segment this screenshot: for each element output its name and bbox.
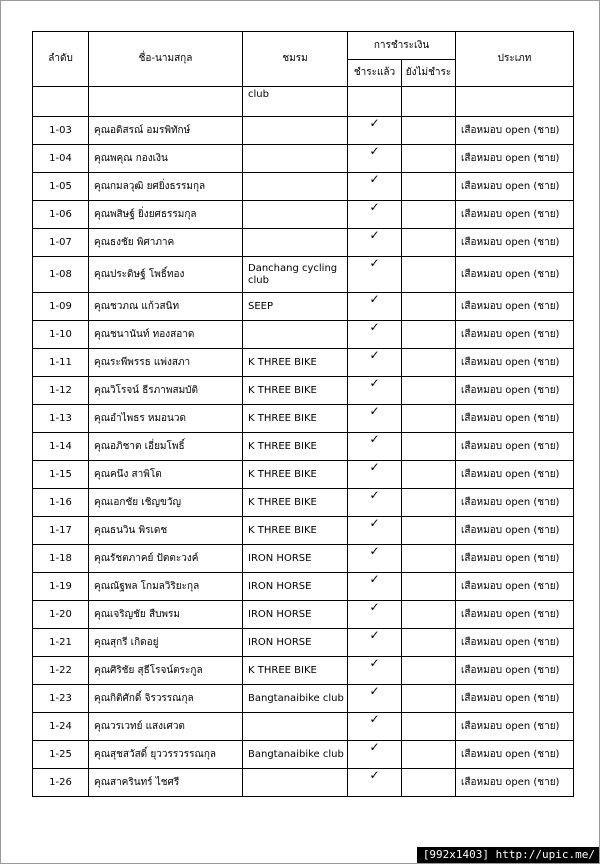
category-cell: เสือหมอบ open (ชาย) bbox=[456, 377, 574, 405]
club-cell bbox=[243, 201, 348, 229]
unpaid-cell bbox=[402, 117, 456, 145]
paid-cell: ✓ bbox=[348, 601, 402, 629]
paid-cell: ✓ bbox=[348, 685, 402, 713]
table-row bbox=[33, 145, 574, 173]
category-cell: เสือหมอบ open (ชาย) bbox=[456, 545, 574, 573]
row-number-cell: 1-15 bbox=[33, 461, 89, 489]
category-cell: เสือหมอบ open (ชาย) bbox=[456, 601, 574, 629]
category-cell: เสือหมอบ open (ชาย) bbox=[456, 293, 574, 321]
participant-name-cell: คุณสุกรี เกิดอยู่ bbox=[89, 629, 243, 657]
participant-name-cell: คุณณัฐพล โกมลวิริยะกุล bbox=[89, 573, 243, 601]
club-cell: K THREE BIKE bbox=[243, 433, 348, 461]
carryover-type-cell bbox=[456, 87, 574, 117]
paid-cell: ✓ bbox=[348, 321, 402, 349]
row-number-cell: 1-21 bbox=[33, 629, 89, 657]
table-row bbox=[33, 769, 574, 797]
club-cell: IRON HORSE bbox=[243, 545, 348, 573]
unpaid-cell bbox=[402, 201, 456, 229]
table-row bbox=[33, 545, 574, 573]
header-type: ประเภท bbox=[456, 32, 574, 87]
club-cell: Danchang cycling club bbox=[243, 257, 348, 293]
unpaid-cell bbox=[402, 461, 456, 489]
carryover-no-cell bbox=[33, 87, 89, 117]
paid-cell: ✓ bbox=[348, 517, 402, 545]
participant-name-cell: คุณพสิษฐ์ ยิ่งยศธรรมกุล bbox=[89, 201, 243, 229]
carryover-club-cell: club bbox=[243, 87, 348, 117]
participant-name-cell: คุณประดิษฐ์ โพธิ์ทอง bbox=[89, 257, 243, 293]
club-cell bbox=[243, 145, 348, 173]
table-row bbox=[33, 685, 574, 713]
table-row bbox=[33, 293, 574, 321]
participant-name-cell: คุณอำไพธร หมอนวด bbox=[89, 405, 243, 433]
unpaid-cell bbox=[402, 433, 456, 461]
row-number-cell: 1-10 bbox=[33, 321, 89, 349]
carryover-unpaid-cell bbox=[402, 87, 456, 117]
table-row bbox=[33, 201, 574, 229]
unpaid-cell bbox=[402, 769, 456, 797]
table-row bbox=[33, 117, 574, 145]
paid-cell: ✓ bbox=[348, 257, 402, 293]
unpaid-cell bbox=[402, 517, 456, 545]
paid-cell: ✓ bbox=[348, 769, 402, 797]
category-cell: เสือหมอบ open (ชาย) bbox=[456, 405, 574, 433]
row-number-cell: 1-12 bbox=[33, 377, 89, 405]
table-row bbox=[33, 173, 574, 201]
paid-cell: ✓ bbox=[348, 545, 402, 573]
unpaid-cell bbox=[402, 349, 456, 377]
club-cell bbox=[243, 321, 348, 349]
row-number-cell: 1-13 bbox=[33, 405, 89, 433]
club-cell bbox=[243, 229, 348, 257]
row-number-cell: 1-11 bbox=[33, 349, 89, 377]
participant-name-cell: คุณสุชสวัสดิ์ ยุววรรวรรณกุล bbox=[89, 741, 243, 769]
row-number-cell: 1-07 bbox=[33, 229, 89, 257]
unpaid-cell bbox=[402, 573, 456, 601]
paid-cell: ✓ bbox=[348, 657, 402, 685]
table-row bbox=[33, 433, 574, 461]
participant-name-cell: คุณเจริญชัย สืบพรม bbox=[89, 601, 243, 629]
unpaid-cell bbox=[402, 293, 456, 321]
unpaid-cell bbox=[402, 545, 456, 573]
participant-name-cell: คุณสาครินทร์ ไชศรี bbox=[89, 769, 243, 797]
participant-name-cell: คุณกมลวุฒิ ยศยิ่งธรรมกุล bbox=[89, 173, 243, 201]
table-row bbox=[33, 741, 574, 769]
participant-name-cell: คุณเอกชัย เชิญขวัญ bbox=[89, 489, 243, 517]
table-row bbox=[33, 461, 574, 489]
carryover-paid-cell bbox=[348, 87, 402, 117]
unpaid-cell bbox=[402, 629, 456, 657]
participant-name-cell: คุณธงชัย พิศาภาค bbox=[89, 229, 243, 257]
participant-name-cell: คุณคนึง สาพิโต bbox=[89, 461, 243, 489]
paid-cell: ✓ bbox=[348, 117, 402, 145]
club-cell: IRON HORSE bbox=[243, 629, 348, 657]
table-row bbox=[33, 657, 574, 685]
paid-cell: ✓ bbox=[348, 713, 402, 741]
category-cell: เสือหมอบ open (ชาย) bbox=[456, 517, 574, 545]
unpaid-cell bbox=[402, 405, 456, 433]
category-cell: เสือหมอบ open (ชาย) bbox=[456, 173, 574, 201]
participant-name-cell: คุณวรเวทย์ แสงเศวต bbox=[89, 713, 243, 741]
row-number-cell: 1-16 bbox=[33, 489, 89, 517]
category-cell: เสือหมอบ open (ชาย) bbox=[456, 713, 574, 741]
participant-name-cell: คุณชวภณ แก้วสนิท bbox=[89, 293, 243, 321]
table-row bbox=[33, 349, 574, 377]
paid-cell: ✓ bbox=[348, 173, 402, 201]
header-no: ลำดับ bbox=[33, 32, 89, 87]
club-cell: K THREE BIKE bbox=[243, 349, 348, 377]
header-row bbox=[33, 32, 574, 60]
paid-cell: ✓ bbox=[348, 461, 402, 489]
participant-name-cell: คุณระพีพรรธ แพ่งสภา bbox=[89, 349, 243, 377]
unpaid-cell bbox=[402, 489, 456, 517]
header-name: ชื่อ-นามสกุล bbox=[89, 32, 243, 87]
participant-name-cell: คุณอดิสรณ์ อมรพิทักษ์ bbox=[89, 117, 243, 145]
table-row bbox=[33, 321, 574, 349]
unpaid-cell bbox=[402, 685, 456, 713]
row-number-cell: 1-05 bbox=[33, 173, 89, 201]
paid-cell: ✓ bbox=[348, 377, 402, 405]
carryover-row bbox=[33, 87, 574, 117]
unpaid-cell bbox=[402, 173, 456, 201]
carryover-name-cell bbox=[89, 87, 243, 117]
header-club: ชมรม bbox=[243, 32, 348, 87]
paid-cell: ✓ bbox=[348, 349, 402, 377]
table-row bbox=[33, 601, 574, 629]
paid-cell: ✓ bbox=[348, 145, 402, 173]
paid-cell: ✓ bbox=[348, 405, 402, 433]
participant-name-cell: คุณวิโรจน์ ธีรภาพสมบัติ bbox=[89, 377, 243, 405]
club-cell bbox=[243, 173, 348, 201]
club-cell: K THREE BIKE bbox=[243, 657, 348, 685]
category-cell: เสือหมอบ open (ชาย) bbox=[456, 573, 574, 601]
category-cell: เสือหมอบ open (ชาย) bbox=[456, 685, 574, 713]
participant-name-cell: คุณอภิชาต เอี่ยมโพธิ์ bbox=[89, 433, 243, 461]
table-row bbox=[33, 573, 574, 601]
row-number-cell: 1-04 bbox=[33, 145, 89, 173]
table-row bbox=[33, 405, 574, 433]
participant-name-cell: คุณศิริชัย สุธีโรจน์ตระกูล bbox=[89, 657, 243, 685]
row-number-cell: 1-24 bbox=[33, 713, 89, 741]
club-cell bbox=[243, 769, 348, 797]
unpaid-cell bbox=[402, 229, 456, 257]
unpaid-cell bbox=[402, 321, 456, 349]
club-cell: SEEP bbox=[243, 293, 348, 321]
row-number-cell: 1-23 bbox=[33, 685, 89, 713]
club-cell bbox=[243, 713, 348, 741]
table-row bbox=[33, 629, 574, 657]
unpaid-cell bbox=[402, 257, 456, 293]
row-number-cell: 1-22 bbox=[33, 657, 89, 685]
category-cell: เสือหมอบ open (ชาย) bbox=[456, 321, 574, 349]
unpaid-cell bbox=[402, 145, 456, 173]
header-payment: การชำระเงิน bbox=[348, 32, 456, 60]
header-unpaid: ยังไม่ชำระ bbox=[402, 60, 456, 87]
row-number-cell: 1-17 bbox=[33, 517, 89, 545]
category-cell: เสือหมอบ open (ชาย) bbox=[456, 657, 574, 685]
paid-cell: ✓ bbox=[348, 229, 402, 257]
club-cell: Bangtanaibike club bbox=[243, 685, 348, 713]
table-row bbox=[33, 517, 574, 545]
paid-cell: ✓ bbox=[348, 741, 402, 769]
unpaid-cell bbox=[402, 377, 456, 405]
category-cell: เสือหมอบ open (ชาย) bbox=[456, 201, 574, 229]
table-row bbox=[33, 489, 574, 517]
row-number-cell: 1-06 bbox=[33, 201, 89, 229]
category-cell: เสือหมอบ open (ชาย) bbox=[456, 145, 574, 173]
image-size-watermark: [992x1403] http://upic.me/ bbox=[417, 847, 599, 863]
participant-name-cell: คุณธนวิน พิรเดช bbox=[89, 517, 243, 545]
paid-cell: ✓ bbox=[348, 573, 402, 601]
category-cell: เสือหมอบ open (ชาย) bbox=[456, 741, 574, 769]
club-cell: K THREE BIKE bbox=[243, 461, 348, 489]
category-cell: เสือหมอบ open (ชาย) bbox=[456, 117, 574, 145]
category-cell: เสือหมอบ open (ชาย) bbox=[456, 257, 574, 293]
category-cell: เสือหมอบ open (ชาย) bbox=[456, 629, 574, 657]
unpaid-cell bbox=[402, 601, 456, 629]
paid-cell: ✓ bbox=[348, 489, 402, 517]
club-cell: K THREE BIKE bbox=[243, 489, 348, 517]
category-cell: เสือหมอบ open (ชาย) bbox=[456, 433, 574, 461]
paid-cell: ✓ bbox=[348, 629, 402, 657]
club-cell bbox=[243, 117, 348, 145]
registration-table bbox=[32, 31, 574, 797]
table-row bbox=[33, 257, 574, 293]
unpaid-cell bbox=[402, 657, 456, 685]
participant-name-cell: คุณกิติศักดิ์ จิรวรรณกุล bbox=[89, 685, 243, 713]
participant-name-cell: คุณชนานันท์ ทองสอาด bbox=[89, 321, 243, 349]
participant-name-cell: คุณรัชตภาคย์ ปัตตะวงค์ bbox=[89, 545, 243, 573]
unpaid-cell bbox=[402, 741, 456, 769]
row-number-cell: 1-09 bbox=[33, 293, 89, 321]
category-cell: เสือหมอบ open (ชาย) bbox=[456, 229, 574, 257]
table-row bbox=[33, 229, 574, 257]
header-paid: ชำระแล้ว bbox=[348, 60, 402, 87]
club-cell: K THREE BIKE bbox=[243, 405, 348, 433]
row-number-cell: 1-18 bbox=[33, 545, 89, 573]
row-number-cell: 1-14 bbox=[33, 433, 89, 461]
row-number-cell: 1-19 bbox=[33, 573, 89, 601]
row-number-cell: 1-08 bbox=[33, 257, 89, 293]
row-number-cell: 1-25 bbox=[33, 741, 89, 769]
row-number-cell: 1-20 bbox=[33, 601, 89, 629]
category-cell: เสือหมอบ open (ชาย) bbox=[456, 489, 574, 517]
club-cell: IRON HORSE bbox=[243, 601, 348, 629]
category-cell: เสือหมอบ open (ชาย) bbox=[456, 349, 574, 377]
paid-cell: ✓ bbox=[348, 433, 402, 461]
paid-cell: ✓ bbox=[348, 201, 402, 229]
participant-name-cell: คุณพคุณ กองเงิน bbox=[89, 145, 243, 173]
paid-cell: ✓ bbox=[348, 293, 402, 321]
club-cell: Bangtanaibike club bbox=[243, 741, 348, 769]
category-cell: เสือหมอบ open (ชาย) bbox=[456, 769, 574, 797]
unpaid-cell bbox=[402, 713, 456, 741]
row-number-cell: 1-26 bbox=[33, 769, 89, 797]
row-number-cell: 1-03 bbox=[33, 117, 89, 145]
club-cell: K THREE BIKE bbox=[243, 377, 348, 405]
table-row bbox=[33, 377, 574, 405]
category-cell: เสือหมอบ open (ชาย) bbox=[456, 461, 574, 489]
club-cell: IRON HORSE bbox=[243, 573, 348, 601]
club-cell: K THREE BIKE bbox=[243, 517, 348, 545]
table-row bbox=[33, 713, 574, 741]
